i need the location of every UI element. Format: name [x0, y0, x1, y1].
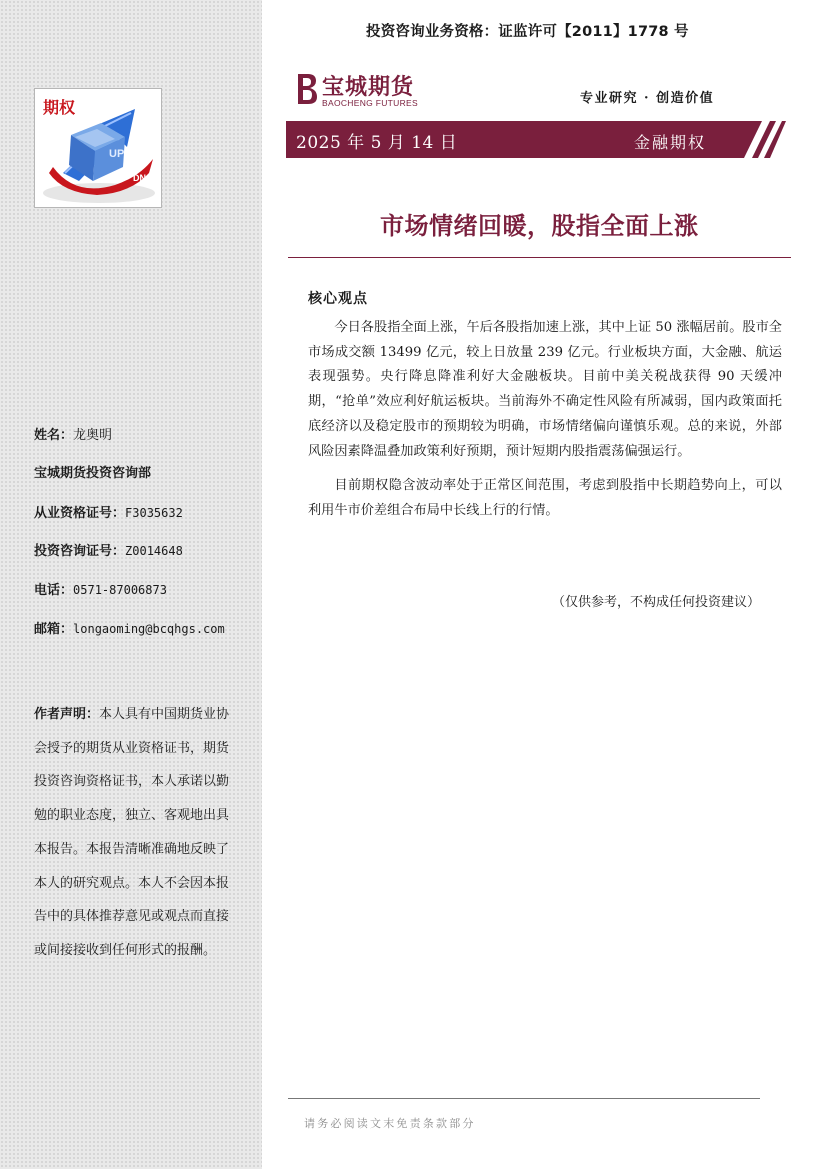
author-name-row [34, 428, 248, 444]
declaration-text: 本人具有中国期货业协会授予的期货从业资格证书，期货投资咨询资格证书，本人承诺以勤勉的职业态度，独立、客观地出具本报告。本报告清晰准确地反映了本人的研究观点。本人不会因本报告中的具体推荐意见或观点而直接或间接接收到任何形式的报酬。 [34, 707, 230, 958]
brand-mark-icon [294, 72, 318, 106]
report-category: 金融期权 [634, 133, 707, 152]
license-row [34, 505, 248, 522]
slogan: 专业研究 · 创造价值 [580, 91, 715, 106]
brand-name-en: BAOCHENG FUTURES [322, 98, 418, 108]
arrow-down-text: DN [133, 173, 146, 183]
consult-row [34, 543, 248, 560]
email-address[interactable]: longaoming@bcqhgs.com [73, 622, 225, 636]
title-divider [288, 257, 791, 258]
phone-label: 电话： [34, 583, 74, 598]
footer-note: 请务必阅读文末免责条款部分 [304, 1117, 476, 1130]
logo-card-label: 期权 [43, 98, 76, 117]
paragraph-2: 目前期权隐含波动率处于正常区间范围，考虑到股指中长期趋势向上，可以利用牛市价差组合布局中长线上行的行情。 [308, 478, 782, 518]
core-heading: 核心观点 [308, 291, 368, 307]
arrow-up-text: UP [109, 148, 125, 160]
author-name: 龙奥明 [73, 428, 113, 443]
options-logo [34, 88, 162, 208]
department: 宝城期货投资咨询部 [34, 466, 152, 481]
license-label: 从业资格证号： [34, 506, 126, 521]
report-date: 2025 年 5 月 14 日 [296, 133, 458, 153]
email-label: 邮箱： [34, 622, 74, 637]
brand-name-cn: 宝城期货 [322, 74, 415, 100]
footer-divider [288, 1098, 760, 1099]
brand-logo [294, 72, 444, 112]
phone-row [34, 582, 248, 599]
article-body [308, 316, 782, 524]
options-logo-art [35, 89, 162, 208]
author-declaration [34, 698, 240, 968]
license-header: 投资咨询业务资格：证监许可【2011】1778 号 [366, 24, 689, 40]
disclaimer: （仅供参考，不构成任何投资建议） [552, 595, 761, 610]
email-row [34, 621, 248, 638]
consult-number: Z0014648 [125, 544, 183, 558]
name-label: 姓名： [34, 428, 74, 443]
phone-number: 0571-87006873 [73, 583, 167, 597]
consult-label: 投资咨询证号： [34, 544, 126, 559]
article-title: 市场情绪回暖，股指全面上涨 [380, 212, 699, 240]
declaration-label: 作者声明： [34, 707, 100, 722]
paragraph-1: 今日各股指全面上涨，午后各股指加速上涨，其中上证 50 涨幅居前。股市全市场成交额 13499 亿元，较上日放量 239 亿元。行业板块方面，大金融、航运表现强势。央行降息降准利好大金融板块。目前中美关税战获得 90 天缓冲期，“抢单”效应利好航运板块。当前海外不确定性风险有所减弱，国内政策面托底经济以及稳定股市的预期较为明确，市场情绪偏向谨慎乐观。总的来说，外部风险因素降温叠加政策利好预期，预计短期内股指震荡偏强运行。 [308, 320, 782, 459]
license-number: F3035632 [125, 506, 183, 520]
